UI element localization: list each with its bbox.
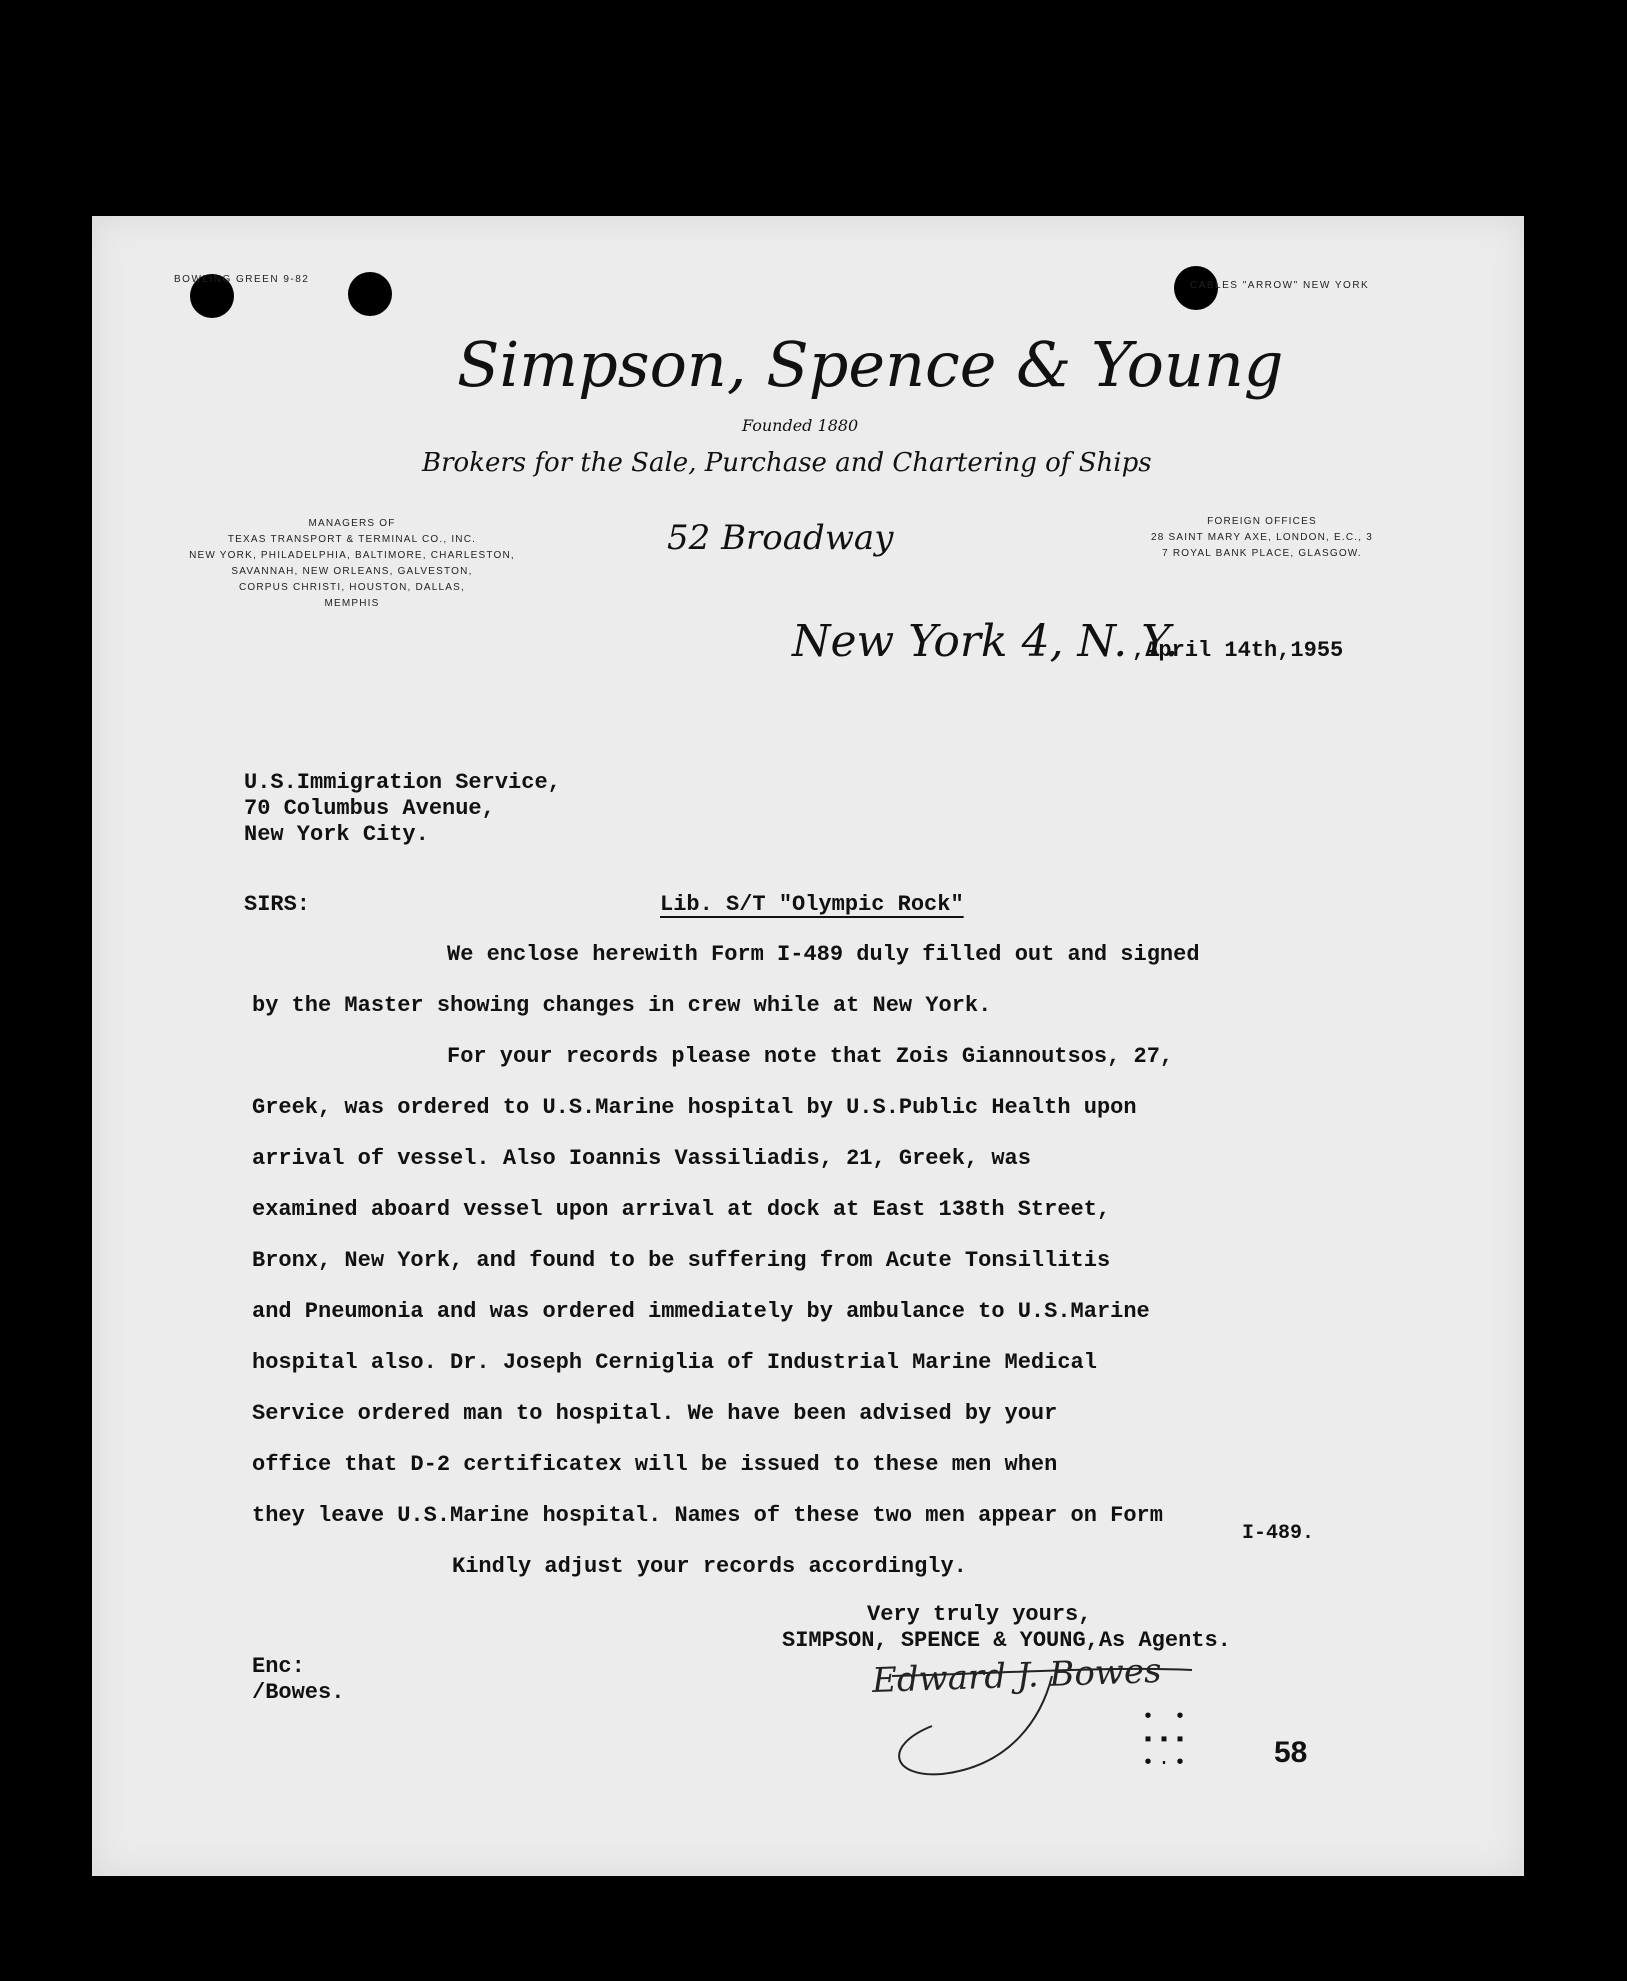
salutation: SIRS:	[244, 892, 311, 917]
handwritten-signature: Edward J. Bowes	[871, 1650, 1163, 1702]
form-reference: I-489.	[1242, 1522, 1315, 1545]
recipient-line-3: New York City.	[244, 822, 429, 847]
body-line-11: office that D-2 certificatex will be issued to these men when	[252, 1452, 1058, 1477]
body-line-4: Greek, was ordered to U.S.Marine hospital by U.S.Public Health upon	[252, 1095, 1137, 1120]
recipient-line-2: 70 Columbus Avenue,	[244, 796, 495, 821]
recipient-line-1: U.S.Immigration Service,	[244, 770, 561, 795]
page-number: 58	[1274, 1736, 1308, 1769]
typist-initials: /Bowes.	[252, 1680, 345, 1705]
street-address: 52 Broadway	[667, 518, 894, 558]
letter-date: ,April 14th,1955	[1132, 638, 1344, 663]
body-line-7: Bronx, New York, and found to be suffering from Acute Tonsillitis	[252, 1248, 1111, 1273]
body-line-10: Service ordered man to hospital. We have been advised by your	[252, 1401, 1058, 1426]
stamp-marks: • • ▪▪▪ •·•	[1142, 1706, 1191, 1775]
punch-hole-left-2	[348, 272, 392, 316]
signatory-line: SIMPSON, SPENCE & YOUNG,As Agents.	[782, 1628, 1231, 1653]
body-line-8: and Pneumonia and was ordered immediately by ambulance to U.S.Marine	[252, 1299, 1150, 1324]
body-line-5: arrival of vessel. Also Ioannis Vassiliadis, 21, Greek, was	[252, 1146, 1031, 1171]
body-line-2: by the Master showing changes in crew while at New York.	[252, 993, 992, 1018]
body-line-12: they leave U.S.Marine hospital. Names of these two men appear on Form	[252, 1503, 1163, 1528]
phone-line: BOWLING GREEN 9-82	[174, 274, 310, 285]
body-line-9: hospital also. Dr. Joseph Cerniglia of Industrial Marine Medical	[252, 1350, 1097, 1375]
managers-block: MANAGERS OF TEXAS TRANSPORT & TERMINAL CO., INC. NEW YORK, PHILADELPHIA, BALTIMORE, CHARLESTON, SAVANNAH, NEW ORLEANS, GALVESTON, CORPUS CHRISTI, HOUSTON, DALLAS, MEMPHIS	[189, 518, 515, 609]
body-line-1: We enclose herewith Form I-489 duly filled out and signed	[447, 942, 1200, 967]
foreign-offices-block: FOREIGN OFFICES 28 SAINT MARY AXE, LONDON, E.C., 3 7 ROYAL BANK PLACE, GLASGOW.	[1151, 516, 1373, 559]
founded-line: Founded 1880	[742, 416, 859, 435]
company-name: Simpson, Spence & Young	[457, 328, 1284, 401]
letter-page	[92, 216, 1524, 1876]
closing-request: Kindly adjust your records accordingly.	[452, 1554, 967, 1579]
body-line-6: examined aboard vessel upon arrival at dock at East 138th Street,	[252, 1197, 1111, 1222]
subject-line: Lib. S/T "Olympic Rock"	[660, 892, 964, 917]
body-line-3: For your records please note that Zois Giannoutsos, 27,	[447, 1044, 1174, 1069]
tagline: Brokers for the Sale, Purchase and Chartering of Ships	[422, 448, 1152, 478]
enclosure-note: Enc:	[252, 1654, 305, 1679]
complimentary-close: Very truly yours,	[867, 1602, 1092, 1627]
cables-line: CABLES "ARROW" NEW YORK	[1190, 280, 1370, 291]
city-line: New York 4, N. Y.	[792, 616, 1179, 667]
